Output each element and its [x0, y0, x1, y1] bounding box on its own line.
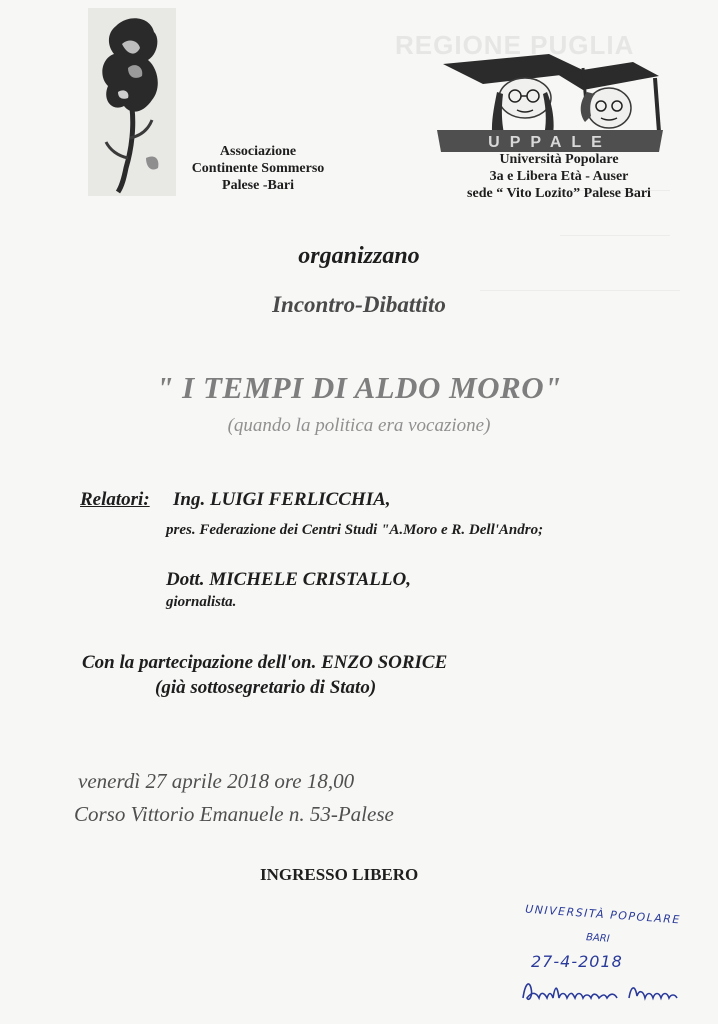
organizers-heading: organizzano	[298, 243, 420, 269]
speakers-label: Relatori:	[80, 489, 150, 510]
speaker-2-role: giornalista.	[166, 594, 237, 610]
handwritten-city: BARI	[585, 932, 610, 945]
association-line-1: Associazione	[219, 144, 297, 159]
graduates-logo	[437, 52, 663, 152]
show-through-header: REGIONE PUGLIA	[395, 30, 635, 60]
speaker-2-name: Dott. MICHELE CRISTALLO,	[166, 569, 411, 590]
association-line-3: Palese -Bari	[222, 178, 294, 193]
event-location: Corso Vittorio Emanuele n. 53-Palese	[74, 802, 394, 826]
association-line-2: Continente Sommerso	[191, 161, 325, 176]
association-name-block	[160, 143, 356, 194]
university-line-3: sede “ Vito Lozito” Palese Bari	[467, 186, 651, 201]
university-line-1: Università Popolare	[499, 152, 619, 167]
show-through-line	[480, 290, 680, 291]
participation-line: Con la partecipazione dell'on. ENZO SORICE	[82, 652, 448, 673]
event-title: " I TEMPI DI ALDO MORO"	[156, 370, 562, 405]
free-entry-notice: INGRESSO LIBERO	[260, 865, 419, 884]
event-type-heading: Incontro-Dibattito	[272, 292, 446, 317]
participation-note: (già sottosegretario di Stato)	[155, 677, 377, 698]
speaker-1-role: pres. Federazione dei Centri Studi "A.Moro e R. Dell'Andro;	[166, 522, 544, 538]
logo-wordmark: UPPALE	[488, 134, 612, 151]
handwritten-signature	[519, 976, 684, 1006]
handwritten-institution: UNIVERSITÀ POPOLARE	[524, 902, 682, 927]
event-subtitle: (quando la politica era vocazione)	[227, 415, 491, 436]
show-through-line	[560, 235, 670, 236]
university-name-block	[400, 151, 718, 202]
event-date: venerdì 27 aprile 2018 ore 18,00	[78, 769, 355, 793]
speaker-1-name: Ing. LUIGI FERLICCHIA,	[173, 489, 391, 510]
university-line-2: 3a e Libera Età - Auser	[489, 169, 629, 184]
handwritten-date: 27-4-2018	[531, 952, 623, 971]
